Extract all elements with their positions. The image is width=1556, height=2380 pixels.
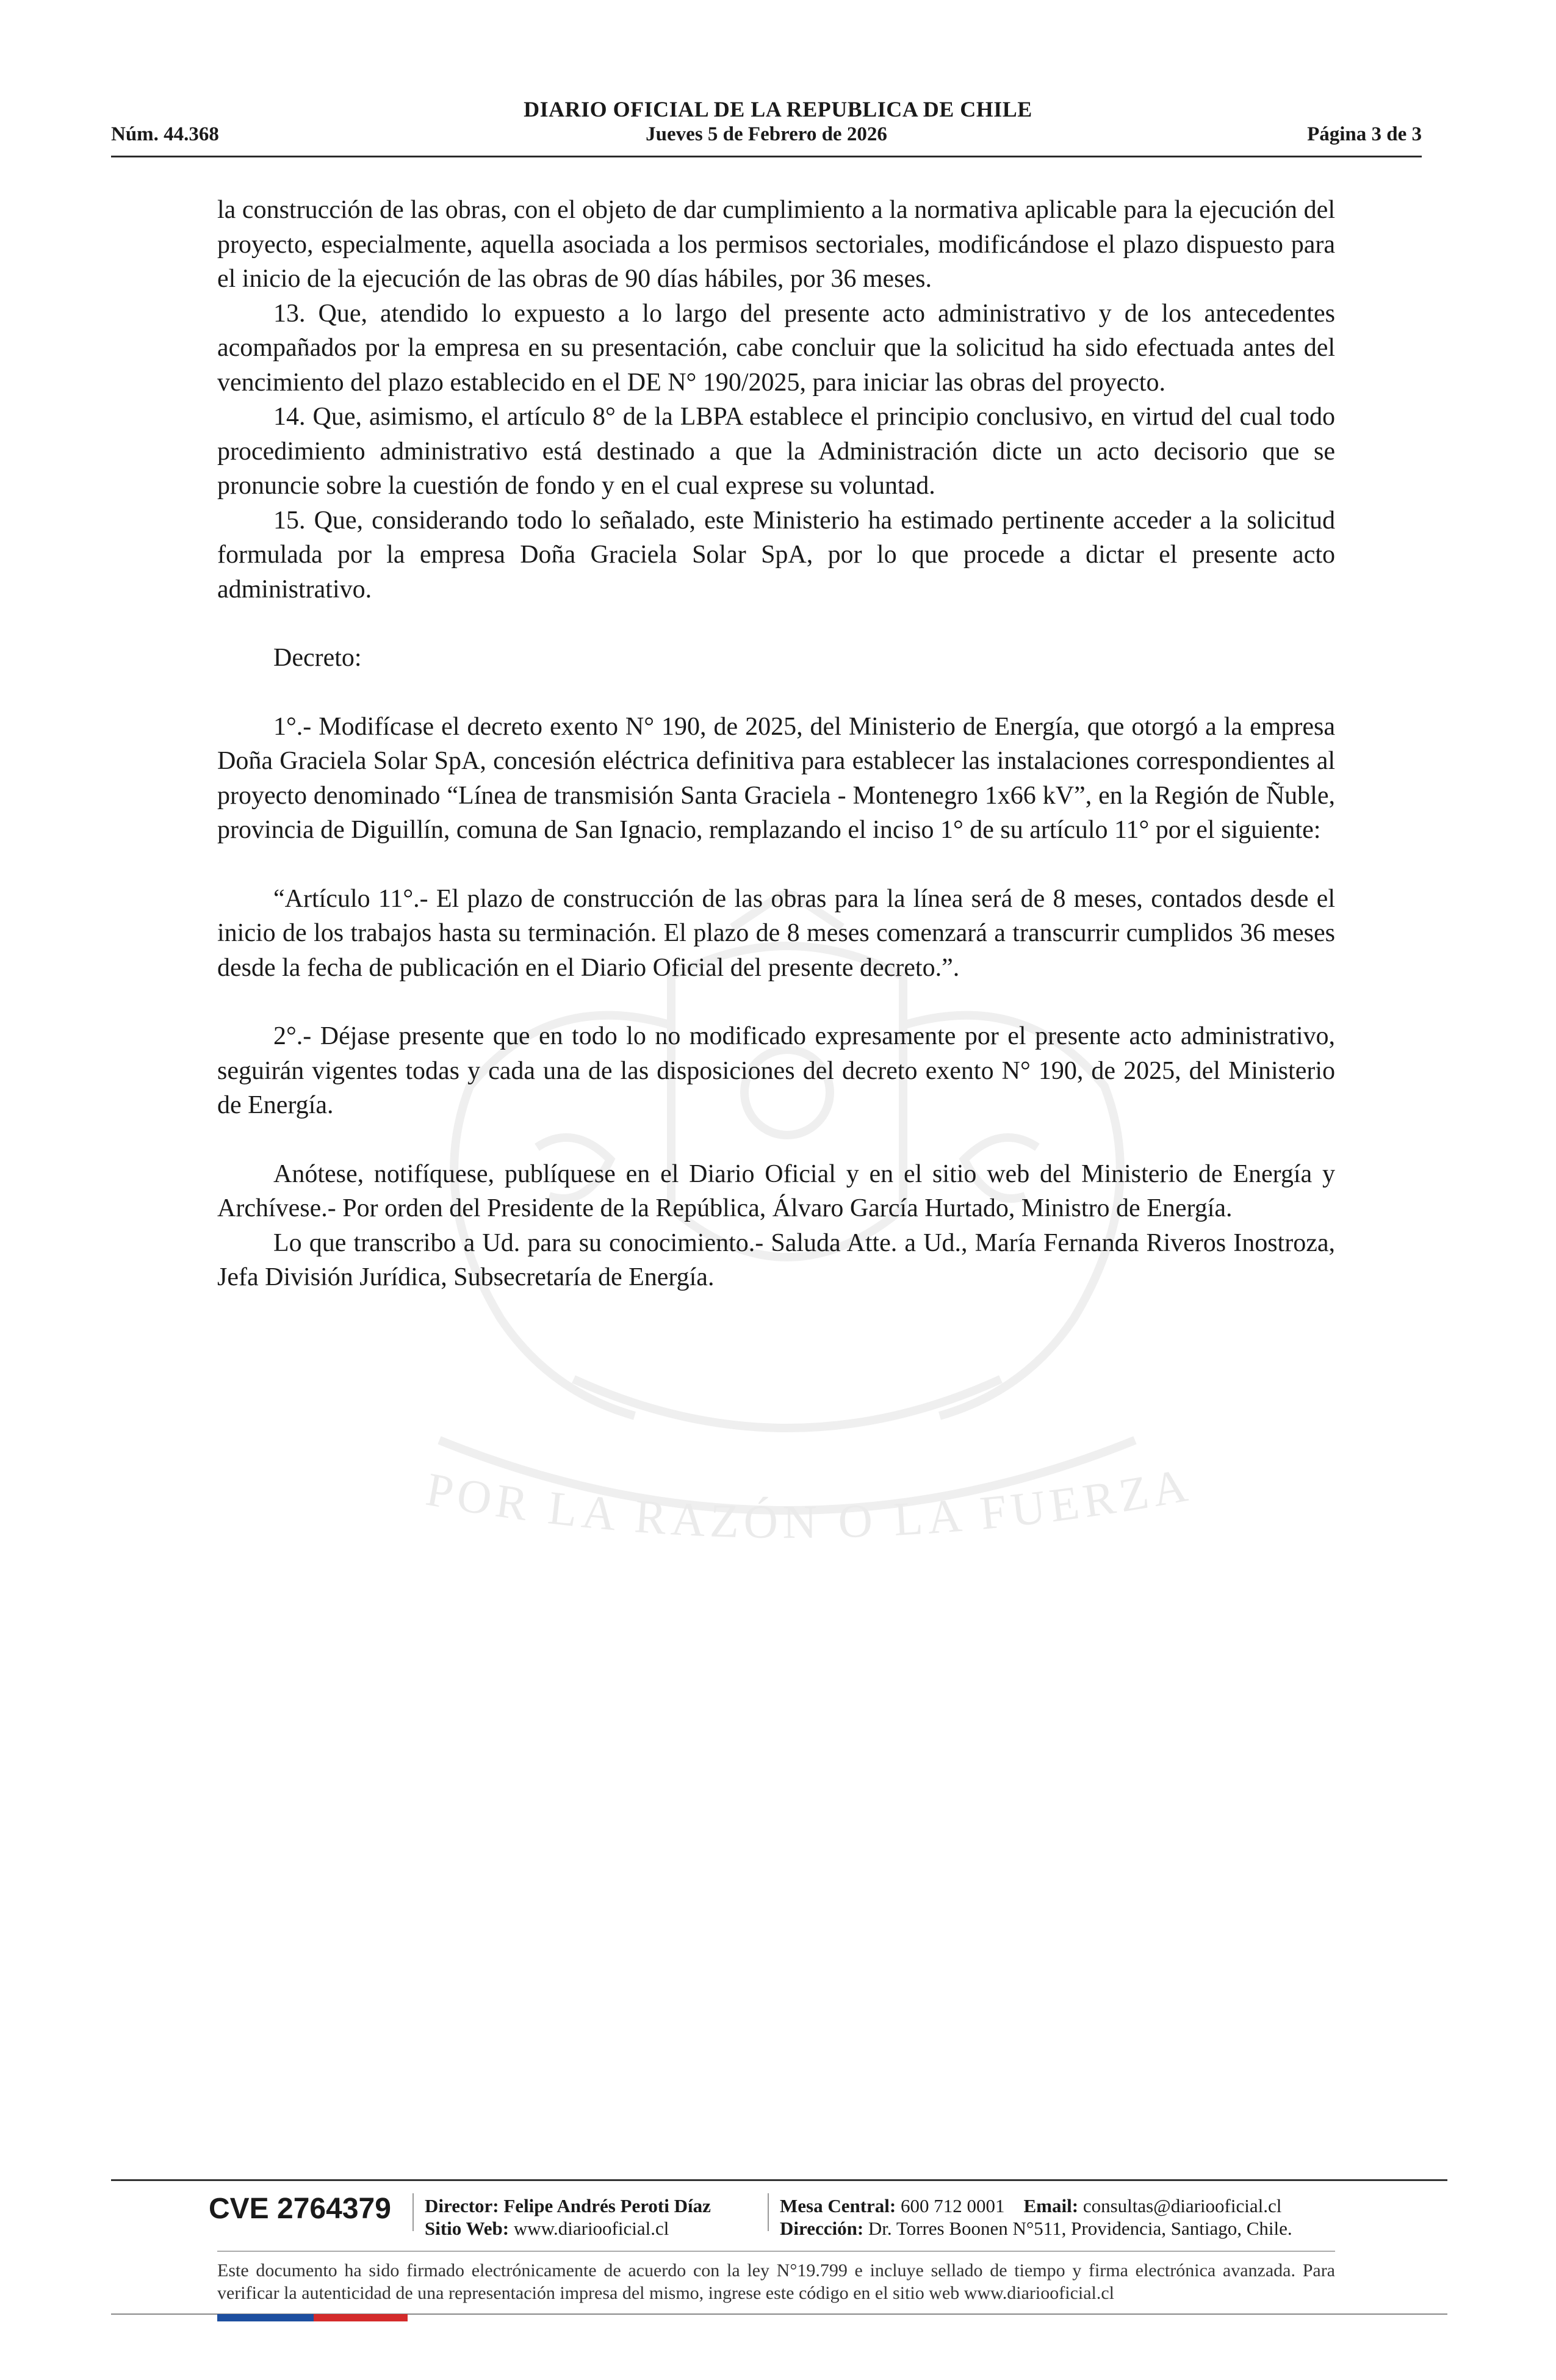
email-link[interactable]: consultas@diariooficial.cl [1082, 2195, 1282, 2216]
flag-stripe-blue [217, 2314, 314, 2321]
contact-block [780, 2194, 1292, 2240]
article-11-quote: “Artículo 11°.- El plazo de construcción de las obras para la línea será de 8 meses, contados desde el inicio de los trabajos hasta su terminación. El plazo de 8 meses comenzará a transcurrir cumplidos 36 meses desde la fecha de publicación en el Diario Oficial del presente decreto.”. [217, 884, 1335, 982]
paragraph-continuation: la construcción de las obras, con el objeto de dar cumplimiento a la normativa aplicable para la ejecución del proyecto, especialmente, aquella asociada a los permisos sectoriales, modificándose el plazo dispuesto para el inicio de la ejecución de las obras de 90 días hábiles, por 36 meses. [217, 196, 1335, 293]
issue-number: Núm. 44.368 [111, 123, 219, 145]
article-1: 1°.- Modifícase el decreto exento N° 190, de 2025, del Ministerio de Energía, que otorgó a la empresa Doña Graciela Solar SpA, concesión eléctrica definitiva para establecer las instalaciones correspondientes al proyecto denominado “Línea de transmisión Santa Graciela - Montenegro 1x66 kV”, en la Región de Ñuble, provincia de Diguillín, comuna de San Ignacio, remplazando el inciso 1° de su artículo 11° por el siguiente: [217, 712, 1335, 844]
director-name: Felipe Andrés Peroti Díaz [503, 2195, 711, 2216]
mesa-central-phone: 600 712 0001 [901, 2195, 1005, 2216]
footer-separator [412, 2193, 414, 2231]
header-divider [111, 156, 1422, 157]
website-link[interactable]: www.diariooficial.cl [513, 2218, 669, 2239]
flag-stripe-red [314, 2314, 408, 2321]
legal-notice: Este documento ha sido firmado electrónicamente de acuerdo con la ley N°19.799 e incluye sellado de tiempo y firma electrónica avanzada. Para verificar la autenticidad de una representación impresa del mismo, ingrese este código en el sitio web www.diariooficial.cl [217, 2260, 1335, 2303]
newspaper-title: DIARIO OFICIAL DE LA REPUBLICA DE CHILE [524, 97, 1032, 121]
director-block [425, 2194, 711, 2240]
address-label: Dirección: [780, 2218, 864, 2239]
article-2: 2°.- Déjase presente que en todo lo no modificado expresamente por el presente acto administrativo, seguirán vigentes todas y cada una de las disposiciones del decreto exento N° 190, de 2025, del Ministerio de Energía. [217, 1022, 1335, 1119]
footer-separator [768, 2193, 769, 2231]
mesa-central-label: Mesa Central: [780, 2195, 896, 2216]
closing-paragraph: Anótese, notifíquese, publíquese en el Diario Oficial y en el sitio web del Ministerio de Energía y Archívese.- Por orden del Presidente de la República, Álvaro García Hurtado, Ministro de Energía. [217, 1159, 1335, 1222]
paragraph-13: 13. Que, atendido lo expuesto a lo largo del presente acto administrativo y de los antecedentes acompañados por la empresa en su presentación, cabe concluir que la solicitud ha sido efectuada antes del vencimiento del plazo establecido en el DE N° 190/2025, para iniciar las obras del proyecto. [217, 299, 1335, 397]
decreto-heading: Decreto: [273, 644, 362, 672]
website-label: Sitio Web: [425, 2218, 510, 2239]
transcription-paragraph: Lo que transcribo a Ud. para su conocimiento.- Saluda Atte. a Ud., María Fernanda Riveros Inostroza, Jefa División Jurídica, Subsecretaría de Energía. [217, 1228, 1335, 1291]
footer-divider-top [111, 2179, 1447, 2181]
director-label: Director: [425, 2195, 499, 2216]
address-value: Dr. Torres Boonen N°511, Providencia, Santiago, Chile. [868, 2218, 1292, 2239]
publication-date: Jueves 5 de Febrero de 2026 [646, 123, 887, 145]
footer-divider-middle [217, 2251, 1335, 2252]
email-label: Email: [1023, 2195, 1079, 2216]
cve-code: CVE 2764379 [209, 2193, 391, 2225]
paragraph-15: 15. Que, considerando todo lo señalado, este Ministerio ha estimado pertinente acceder a la solicitud formulada por la empresa Doña Graciela Solar SpA, por lo que procede a dictar el presente acto administrativo. [217, 506, 1335, 604]
page-indicator: Página 3 de 3 [1307, 123, 1422, 145]
document-body [217, 193, 1335, 1295]
paragraph-14: 14. Que, asimismo, el artículo 8° de la LBPA establece el principio conclusivo, en virtud del cual todo procedimiento administrativo está destinado a que la Administración dicte un acto decisorio que se pronuncie sobre la cuestión de fondo y en el cual exprese su voluntad. [217, 403, 1335, 500]
watermark-motto: POR LA RAZÓN O LA FUERZA [422, 1457, 1196, 1549]
